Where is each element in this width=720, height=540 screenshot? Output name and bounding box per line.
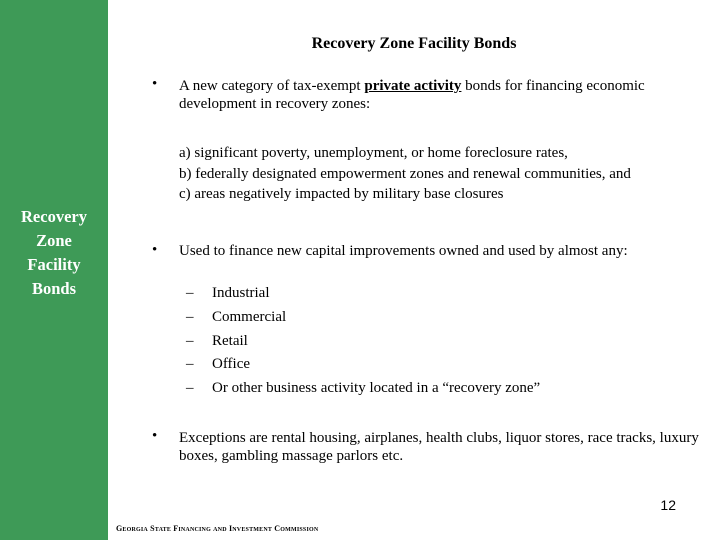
sub-item: Commercial bbox=[212, 309, 287, 325]
sidebar-title bbox=[0, 205, 108, 301]
page-title: Recovery Zone Facility Bonds bbox=[311, 35, 517, 52]
sub-item: Industrial bbox=[212, 285, 270, 301]
sidebar-title-line: Bonds bbox=[31, 279, 77, 298]
bullet-marker: • bbox=[152, 428, 158, 444]
dash-marker: – bbox=[186, 333, 194, 349]
sub-item: Or other business activity located in a “recovery zone” bbox=[212, 380, 541, 396]
sidebar-title-line: Zone bbox=[36, 231, 72, 250]
sidebar-title-line: Recovery bbox=[21, 207, 87, 226]
sidebar-title-line: Facility bbox=[27, 255, 81, 274]
dash-marker: – bbox=[186, 356, 194, 372]
sub-item: Retail bbox=[212, 333, 248, 349]
condition-item: b) federally designated empowerment zones and renewal communities, and bbox=[179, 165, 631, 182]
dash-marker: – bbox=[186, 380, 194, 396]
dash-marker: – bbox=[186, 285, 194, 301]
sidebar bbox=[0, 0, 108, 540]
condition-item: a) significant poverty, unemployment, or home foreclosure rates, bbox=[179, 145, 568, 161]
bullet-2-text: Used to finance new capital improvements owned and used by almost any: bbox=[179, 243, 628, 259]
conditions-block bbox=[179, 145, 709, 204]
page-number: 12 bbox=[660, 497, 676, 513]
footer-organization: Georgia State Financing and Investment Commission bbox=[116, 524, 319, 533]
bullet-1-text bbox=[179, 78, 699, 113]
bullet-1-text-end: bonds for financing economic development in recovery zones: bbox=[179, 78, 645, 112]
bullet-marker: • bbox=[152, 76, 158, 92]
condition-item: c) areas negatively impacted by military base closures bbox=[179, 186, 504, 202]
bullet-1-emphasis: private activity bbox=[364, 78, 462, 94]
sub-item: Office bbox=[212, 356, 251, 372]
bullet-3-text: Exceptions are rental housing, airplanes, health clubs, liquor stores, race tracks, luxury boxes, gambling massage parlors etc. bbox=[179, 430, 699, 464]
dash-marker: – bbox=[186, 309, 194, 325]
bullet-1-text-start: A new category of tax-exempt bbox=[179, 78, 365, 94]
bullet-marker: • bbox=[152, 242, 158, 258]
